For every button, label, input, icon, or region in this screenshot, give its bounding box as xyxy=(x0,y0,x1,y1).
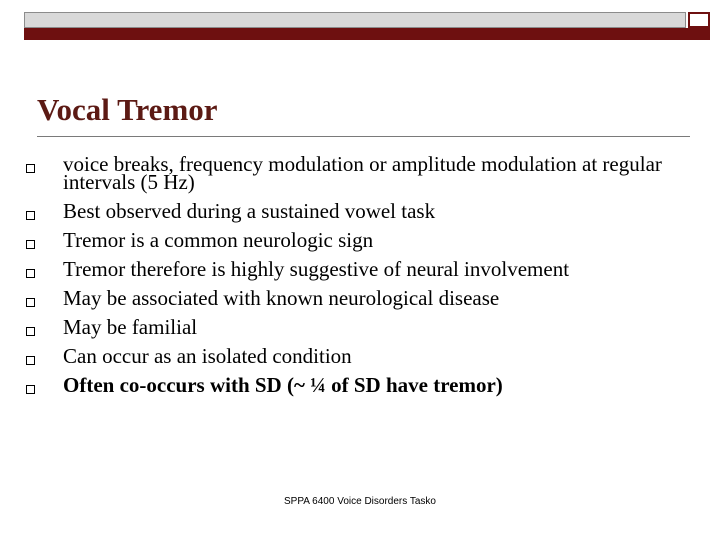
bullet-item xyxy=(26,152,696,194)
bullet-text: Best observed during a sustained vowel task xyxy=(63,199,436,223)
hollow-square-bullet-icon xyxy=(26,164,35,173)
bullet-item xyxy=(26,199,696,223)
header-grey-bar xyxy=(24,12,686,28)
bullet-text: Tremor is a common neurologic sign xyxy=(63,228,374,252)
header-corner-box xyxy=(688,12,710,28)
bullet-text: Can occur as an isolated condition xyxy=(63,344,352,368)
hollow-square-bullet-icon xyxy=(26,356,35,365)
hollow-square-bullet-icon xyxy=(26,240,35,249)
bullet-text: May be familial xyxy=(63,315,198,339)
hollow-square-bullet-icon xyxy=(26,327,35,336)
bullet-text: Often co-occurs with SD (~ ¼ of SD have tremor) xyxy=(63,373,503,397)
bullet-item xyxy=(26,315,696,339)
hollow-square-bullet-icon xyxy=(26,385,35,394)
slide-title: Vocal Tremor xyxy=(37,92,218,127)
header-red-bar xyxy=(24,28,710,40)
title-divider xyxy=(37,136,690,137)
bullet-item xyxy=(26,344,696,368)
bullet-item xyxy=(26,373,696,397)
bullet-item xyxy=(26,257,696,281)
slide-footer: SPPA 6400 Voice Disorders Tasko xyxy=(284,496,436,507)
bullet-text: May be associated with known neurological disease xyxy=(63,286,500,310)
hollow-square-bullet-icon xyxy=(26,211,35,220)
bullet-item xyxy=(26,228,696,252)
bullet-text: voice breaks, frequency modulation or amplitude modulation at regular intervals (5 Hz) xyxy=(63,152,662,194)
hollow-square-bullet-icon xyxy=(26,298,35,307)
bullet-list xyxy=(26,152,696,405)
bullet-item xyxy=(26,286,696,310)
bullet-text: Tremor therefore is highly suggestive of neural involvement xyxy=(63,257,570,281)
hollow-square-bullet-icon xyxy=(26,269,35,278)
